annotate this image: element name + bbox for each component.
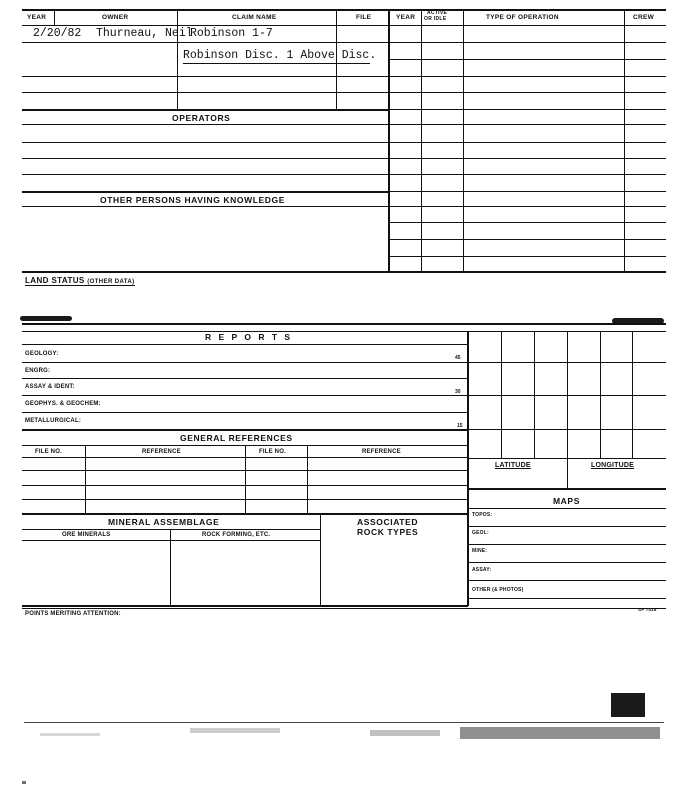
report-assay-num: 30 bbox=[455, 389, 461, 395]
header-or-idle: OR IDLE bbox=[424, 16, 447, 22]
points-meriting-label: POINTS MERITING ATTENTION: bbox=[25, 611, 121, 617]
maps-other: OTHER (& PHOTOS) bbox=[472, 587, 524, 593]
gr-reference-2: REFERENCE bbox=[362, 449, 401, 455]
report-geology-num: 45 bbox=[455, 355, 461, 361]
mineral-assemblage-title: MINERAL ASSEMBLAGE bbox=[108, 517, 220, 527]
header-owner: OWNER bbox=[102, 14, 129, 21]
land-status-sub: (OTHER DATA) bbox=[87, 279, 135, 285]
report-assay: ASSAY & IDENT: bbox=[25, 384, 75, 390]
report-metallurgical-num: 15 bbox=[457, 423, 463, 429]
entry-claim-2: Robinson Disc. 1 Above Disc. bbox=[183, 49, 377, 62]
latitude-label: LATITUDE bbox=[495, 462, 531, 469]
maps-assay: ASSAY: bbox=[472, 567, 492, 573]
header-file: FILE bbox=[356, 14, 372, 21]
form-number: SP 7518 bbox=[638, 607, 657, 612]
report-geophys: GEOPHYS. & GEOCHEM: bbox=[25, 401, 101, 407]
gr-reference-1: REFERENCE bbox=[142, 449, 181, 455]
land-status-label bbox=[25, 276, 135, 286]
header-crew: CREW bbox=[633, 14, 655, 21]
entry-date: 2/20/82 bbox=[33, 27, 82, 40]
report-geology: GEOLOGY: bbox=[25, 351, 59, 357]
rock-types-label: ROCK TYPES bbox=[357, 527, 419, 537]
longitude-label: LONGITUDE bbox=[591, 462, 635, 469]
header-active: ACTIVE bbox=[427, 10, 448, 16]
scan-noise-band bbox=[460, 727, 660, 739]
reports-title: R E P O R T S bbox=[205, 332, 293, 342]
scan-noise-1 bbox=[190, 728, 280, 733]
report-engrg: ENGRG: bbox=[25, 368, 51, 374]
other-persons-title: OTHER PERSONS HAVING KNOWLEDGE bbox=[100, 195, 286, 205]
header-claim-name: CLAIM NAME bbox=[232, 14, 277, 21]
scan-noise-2 bbox=[370, 730, 440, 736]
maps-geol: GEOL: bbox=[472, 530, 489, 536]
gr-file-no-2: FILE NO. bbox=[259, 449, 286, 455]
ore-minerals-label: ORE MINERALS bbox=[62, 532, 111, 538]
header-year: YEAR bbox=[27, 14, 47, 21]
maps-topos: TOPOS: bbox=[472, 512, 493, 518]
gr-file-no-1: FILE NO. bbox=[35, 449, 62, 455]
report-metallurgical: METALLURGICAL: bbox=[25, 418, 82, 424]
scan-dot bbox=[22, 781, 26, 784]
entry-claim-1: Robinson 1-7 bbox=[190, 27, 273, 40]
scan-noise-3 bbox=[40, 733, 100, 736]
rock-forming-label: ROCK FORMING, ETC. bbox=[202, 532, 271, 538]
maps-title: MAPS bbox=[553, 496, 580, 506]
associated-label: ASSOCIATED bbox=[357, 517, 419, 527]
maps-mine: MINE: bbox=[472, 548, 488, 554]
land-status-text: LAND STATUS bbox=[25, 276, 85, 285]
scan-blot bbox=[611, 693, 645, 717]
entry-owner: Thurneau, Neil bbox=[96, 27, 193, 40]
general-references-title: GENERAL REFERENCES bbox=[180, 433, 293, 443]
operators-title: OPERATORS bbox=[172, 113, 231, 123]
smudge-left bbox=[20, 316, 72, 321]
header-year-2: YEAR bbox=[396, 14, 416, 21]
header-type-of-operation: TYPE OF OPERATION bbox=[486, 14, 559, 21]
